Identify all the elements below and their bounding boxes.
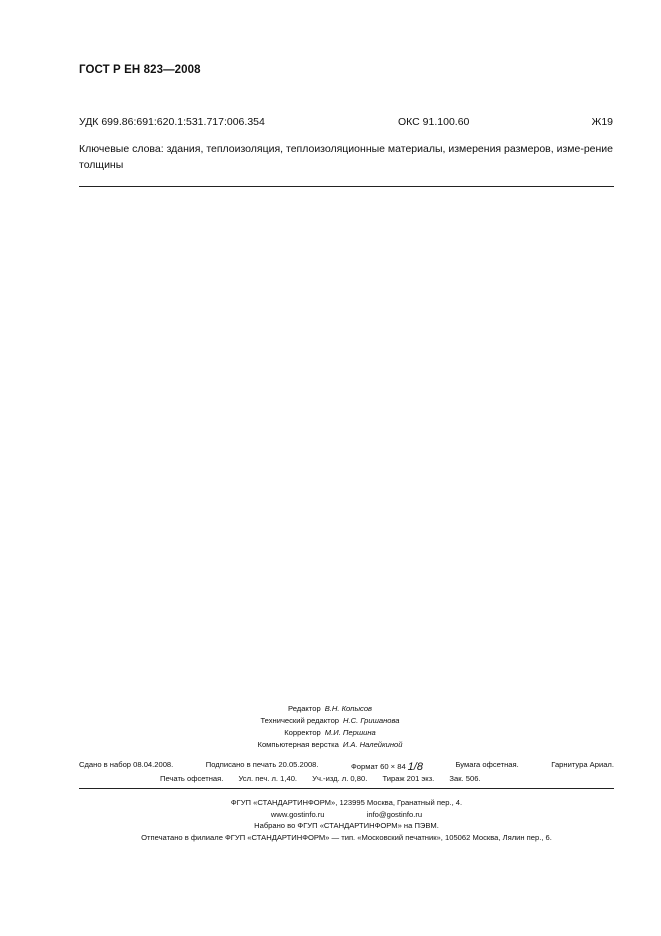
print-info-line-1 <box>79 760 614 772</box>
format-info: Формат 60 × 84 1/8 <box>351 761 423 773</box>
credit-tech-editor <box>150 715 510 727</box>
email-link[interactable]: info@gostinfo.ru <box>366 809 423 819</box>
format-fraction: 1/8 <box>407 761 423 773</box>
keywords-text: Ключевые слова: здания, теплоизоляция, теплоизоляционные материалы, измерения размеров, изме-рение толщины <box>79 143 613 171</box>
order-number: Зак. 506. <box>449 774 481 783</box>
credits-block <box>150 703 510 751</box>
credit-role: Корректор <box>284 728 321 737</box>
contacts-line <box>79 809 614 821</box>
group-code: Ж19 <box>591 116 613 128</box>
credit-person: И.А. Налейкиной <box>342 740 403 749</box>
credit-proofreader <box>150 727 510 739</box>
website-link[interactable]: www.gostinfo.ru <box>270 809 325 819</box>
typeset-line: Набрано во ФГУП «СТАНДАРТИНФОРМ» на ПЭВМ. <box>254 821 439 831</box>
printed-line: Отпечатано в филиале ФГУП «СТАНДАРТИНФОРМ» — тип. «Московский печатник», 105062 Москва, Лялин пер., 6. <box>141 832 552 842</box>
credit-role: Компьютерная верстка <box>257 740 339 749</box>
udk-code: УДК 699.86:691:620.1:531.717:006.354 <box>79 116 265 128</box>
credit-person: Н.С. Гришанова <box>343 716 400 725</box>
conv-sheets: Усл. печ. л. 1,40. <box>238 774 298 783</box>
print-run: Тираж 201 экз. <box>382 774 435 783</box>
pub-sheets: Уч.-изд. л. 0,80. <box>312 774 368 783</box>
signed-date: Подписано в печать 20.05.2008. <box>205 760 319 769</box>
oks-code: ОКС 91.100.60 <box>398 116 470 128</box>
credit-person: В.Н. Копысов <box>324 704 373 713</box>
print-info-line-2 <box>79 774 614 783</box>
credit-layout <box>150 739 510 751</box>
top-divider <box>79 186 614 187</box>
credit-role: Технический редактор <box>260 716 340 725</box>
credit-person: М.И. Першина <box>324 728 376 737</box>
imprint-block <box>79 797 614 843</box>
document-code: ГОСТ Р ЕН 823—2008 <box>79 64 201 76</box>
print-type: Печать офсетная. <box>160 774 224 783</box>
font-info: Гарнитура Ариал. <box>551 760 614 769</box>
paper-info: Бумага офсетная. <box>455 760 519 769</box>
bottom-divider <box>79 788 614 789</box>
credit-editor <box>150 703 510 715</box>
set-date: Сдано в набор 08.04.2008. <box>79 760 174 769</box>
credit-role: Редактор <box>287 704 321 713</box>
publisher-line: ФГУП «СТАНДАРТИНФОРМ», 123995 Москва, Гранатный пер., 4. <box>230 798 463 807</box>
